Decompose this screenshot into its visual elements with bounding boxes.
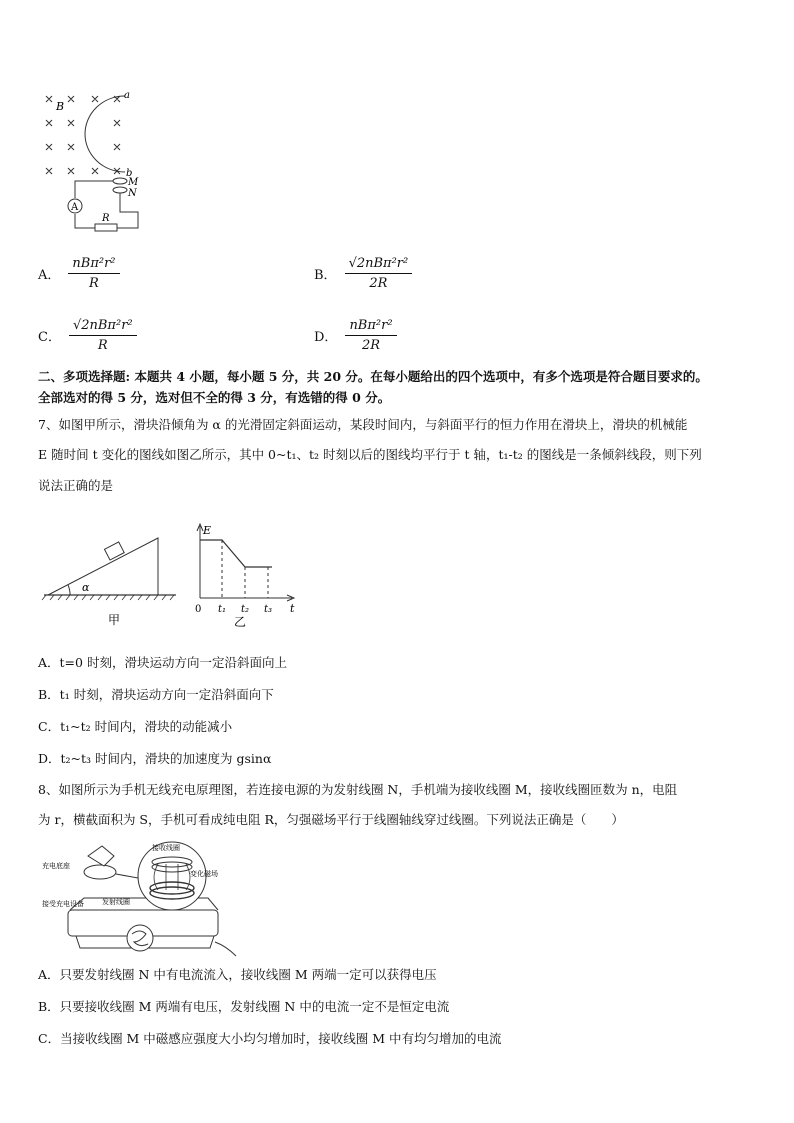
q8-stem-line1: 8、如图所示为手机无线充电原理图，若连接电源的为发射线圈 N，手机端为接收线圈 M，接收线圈匝数为 n，电阻 xyxy=(38,782,678,797)
label-changing-field: 变化磁场 xyxy=(190,870,218,878)
denominator: R xyxy=(97,338,108,353)
phone-base xyxy=(84,865,116,879)
fraction xyxy=(345,318,396,353)
ground-hatching xyxy=(42,595,174,600)
q7-energy-graph xyxy=(190,520,310,632)
section2-instruction-line2: 全部选对的得 5 分，选对但不全的得 3 分，有选错的得 0 分。 xyxy=(38,390,391,405)
label-A: A xyxy=(71,202,79,213)
caption-jia: 甲 xyxy=(108,613,121,627)
q7-option-b[interactable]: B．t₁ 时刻，滑块运动方向一定沿斜面向下 xyxy=(38,687,274,702)
zoom-connector xyxy=(116,874,138,878)
fraction xyxy=(68,256,119,291)
denominator: 2R xyxy=(369,276,388,291)
label-R: R xyxy=(102,213,110,224)
q6-option-a[interactable] xyxy=(38,256,120,291)
e-t-curve xyxy=(200,540,272,567)
q7-option-d[interactable]: D．t₂~t₃ 时间内，滑块的加速度为 gsinα xyxy=(38,751,272,766)
q7-stem-line1: 7、如图甲所示，滑块沿倾角为 α 的光滑固定斜面运动，某段时间内，与斜面平行的恒力作用在滑块上，滑块的机械能 xyxy=(38,417,688,432)
numerator: nBπ²r² xyxy=(68,256,119,274)
numerator: √2nBπ²r² xyxy=(69,318,137,336)
label-N: N xyxy=(128,188,137,199)
q7-stem-line3: 说法正确的是 xyxy=(38,478,114,493)
t1-label: t₁ xyxy=(218,604,227,615)
power-cable xyxy=(215,942,236,956)
t2-label: t₂ xyxy=(241,604,250,615)
q8-option-b[interactable]: B．只要接收线圈 M 两端有电压，发射线圈 N 中的电流一定不是恒定电流 xyxy=(38,999,450,1014)
label-transmit-coil: 发射线圈 xyxy=(102,898,130,906)
q6-option-c[interactable] xyxy=(38,318,137,353)
alpha-label: α xyxy=(82,581,90,594)
option-letter: C． xyxy=(38,330,61,345)
angle-arc xyxy=(68,585,70,595)
label-receiving-device: 接受充电设备 xyxy=(42,900,84,908)
numerator: √2nBπ²r² xyxy=(345,256,413,274)
label-M: M xyxy=(128,177,139,188)
q6-option-b[interactable] xyxy=(314,256,412,291)
label-b: b xyxy=(126,168,133,179)
q8-option-c[interactable]: C．当接收线圈 M 中磁感应强度大小均匀增加时，接收线圈 M 中有均匀增加的电流 xyxy=(38,1031,502,1046)
q8-stem-line2: 为 r，横截面积为 S，手机可看成纯电阻 R，匀强磁场平行于线圈轴线穿过线圈。下列说法正确是（ ） xyxy=(38,812,624,827)
phone-hand xyxy=(88,846,114,866)
q7-stem-line2: E 随时间 t 变化的图线如图乙所示，其中 0~t₁、t₂ 时刻以后的图线均平行于 t 轴，t₁-t₂ 的图线是一条倾斜线段，则下列 xyxy=(38,447,702,462)
q7-option-a[interactable]: A．t=0 时刻，滑块运动方向一定沿斜面向上 xyxy=(38,655,287,670)
slip-ring-M xyxy=(113,178,127,184)
q6-option-d[interactable] xyxy=(314,318,397,353)
label-charging-base: 充电底座 xyxy=(42,862,70,870)
q7-option-c[interactable]: C．t₁~t₂ 时间内，滑块的动能减小 xyxy=(38,719,233,734)
slip-ring-N xyxy=(113,187,127,193)
origin-label: 0 xyxy=(195,604,202,615)
label-B: B xyxy=(56,100,65,113)
q6-circuit-figure xyxy=(40,88,150,238)
fraction xyxy=(345,256,413,291)
semicircle-wire xyxy=(85,96,125,172)
q8-wireless-charging-figure xyxy=(40,838,240,963)
q8-option-a[interactable]: A．只要发射线圈 N 中有电流流入，接收线圈 M 两端一定可以获得电压 xyxy=(38,967,437,982)
denominator: 2R xyxy=(361,338,381,353)
label-receive-coil: 接收线圈 xyxy=(152,844,180,852)
fraction xyxy=(69,318,137,353)
denominator: R xyxy=(89,276,99,291)
axis-E-label: E xyxy=(203,524,212,537)
numerator: nBπ²r² xyxy=(345,318,396,336)
caption-yi: 乙 xyxy=(234,615,247,629)
axis-t-label: t xyxy=(290,602,295,615)
section2-instruction-line1: 二、多项选择题: 本题共 4 小题，每小题 5 分，共 20 分。在每小题给出的四个选项中，有多个选项是符合题目要求的。 xyxy=(38,369,708,384)
option-letter: B． xyxy=(314,268,337,283)
option-letter: A． xyxy=(38,268,61,283)
t3-label: t₃ xyxy=(264,604,273,615)
transmit-coil-zoom xyxy=(127,925,153,951)
incline xyxy=(48,538,158,595)
resistor xyxy=(95,224,117,231)
option-letter: D． xyxy=(314,330,338,345)
q7-incline-figure xyxy=(40,520,180,630)
label-a: a xyxy=(124,90,130,101)
